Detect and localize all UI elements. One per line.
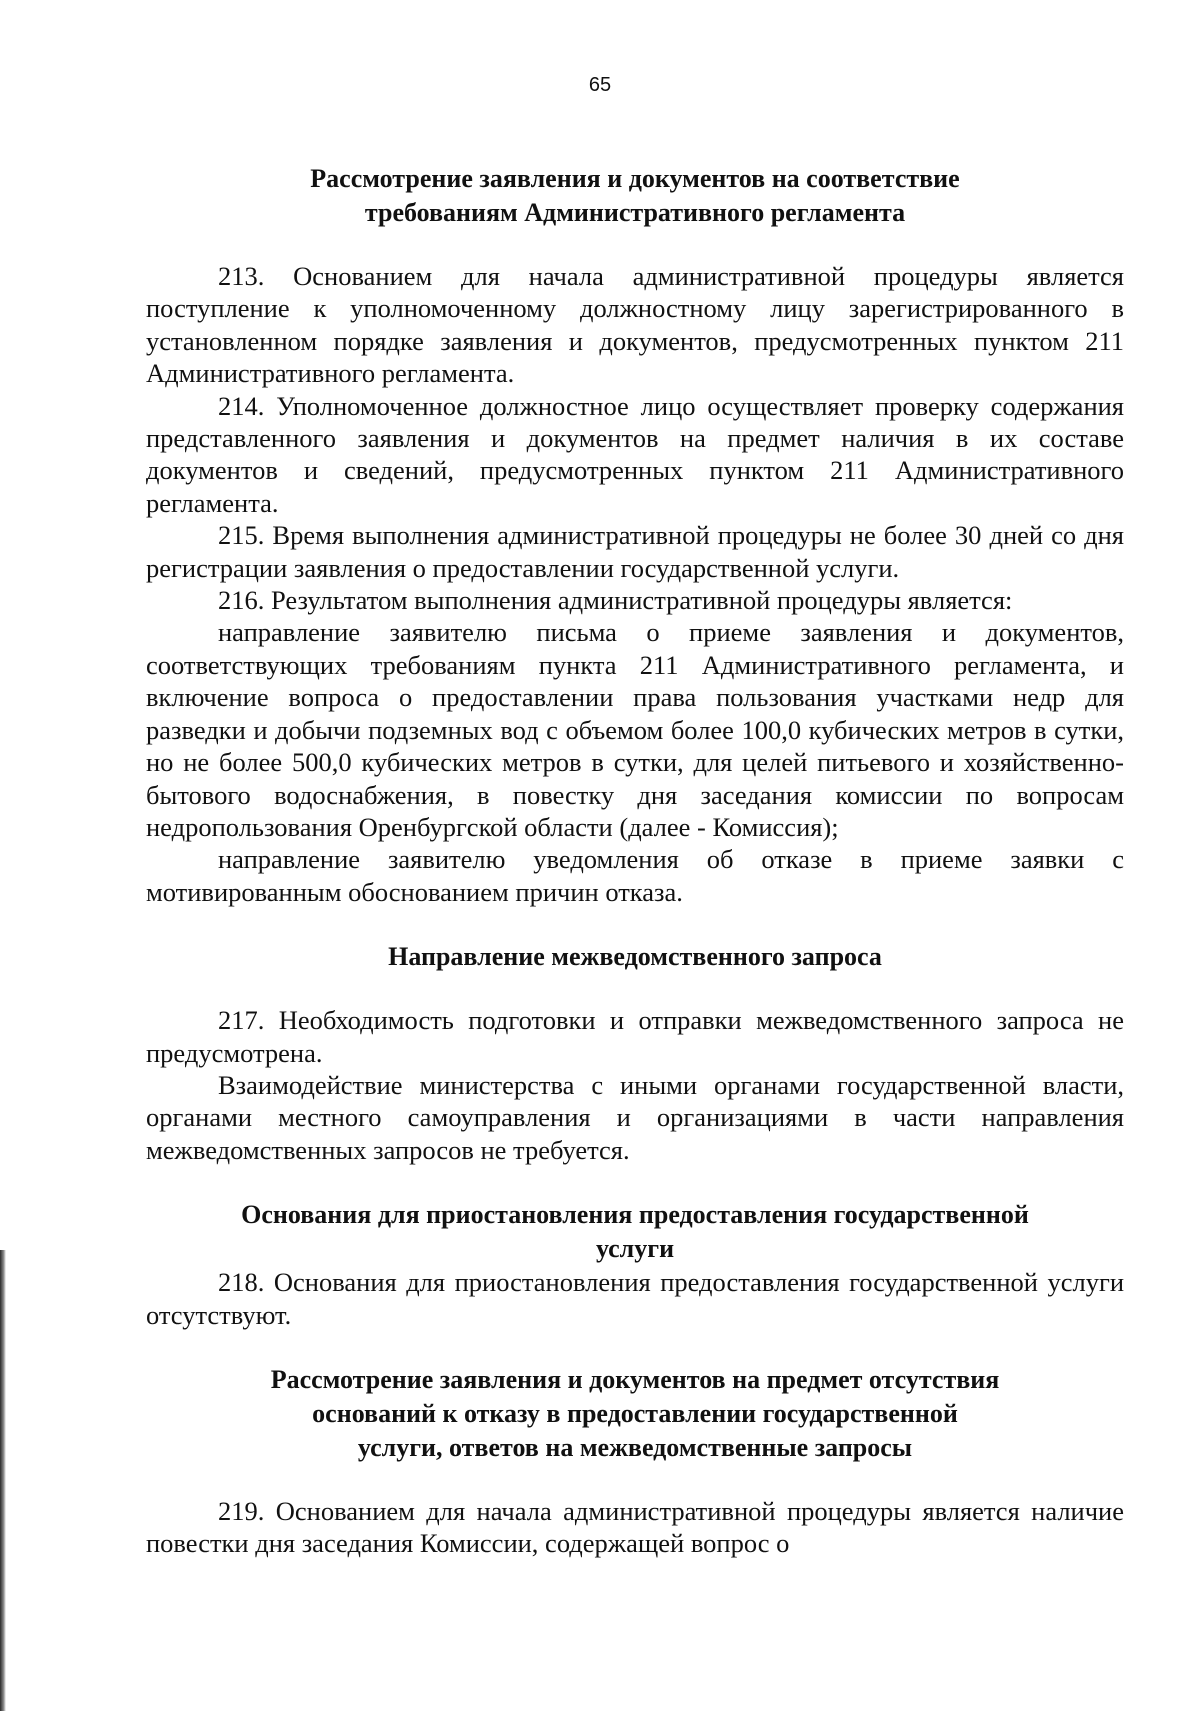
heading-line: Направление межведомственного запроса bbox=[388, 942, 882, 972]
scan-edge-shadow bbox=[0, 1250, 6, 1711]
heading-line: Основания для приостановления предоставления государственной bbox=[241, 1200, 1029, 1230]
section-heading-2 bbox=[146, 940, 1124, 974]
heading-line: требованиям Административного регламента bbox=[364, 198, 906, 227]
heading-line: услуги bbox=[595, 1234, 675, 1264]
paragraph-214: 214. Уполномоченное должностное лицо осуществляет проверку содержания представленного заявления и документов на предмет наличия в их составе документов и сведений, предусмотренных пунктом 211 Административного регламента. bbox=[146, 390, 1124, 518]
paragraph-216: 216. Результатом выполнения административной процедуры является: bbox=[218, 585, 1013, 616]
paragraph-215: 215. Время выполнения административной процедуры не более 30 дней со дня регистрации заявления о предоставлении государственной услуги. bbox=[146, 520, 1124, 583]
paragraph-217-cont: Взаимодействие министерства с иными органами государственной власти, органами местного самоуправления и организациями в части направления межведомственных запросов не требуется. bbox=[146, 1069, 1124, 1165]
paragraph-218: 218. Основания для приостановления предоставления государственной услуги отсутствуют. bbox=[146, 1267, 1124, 1330]
page-number: 65 bbox=[588, 74, 612, 96]
paragraph-216-item-1: направление заявителю письма о приеме заявления и документов, соответствующих требованиям пункта 211 Административного регламента, и включение вопроса о предоставлении права пользования участками недр для разведки и добычи подземных вод с объемом более 100,0 кубических метров в сутки, но не более 500,0 кубических метров в сутки, для целей питьевого и хозяйственно-бытового водоснабжения, в повестку дня заседания комиссии по вопросам недропользования Оренбургской области (далее - Комиссия); bbox=[146, 617, 1124, 842]
section-heading-3 bbox=[146, 1198, 1124, 1266]
section-heading-1 bbox=[146, 162, 1124, 230]
paragraph-217: 217. Необходимость подготовки и отправки межведомственного запроса не предусмотрена. bbox=[146, 1005, 1124, 1068]
heading-line: услуги, ответов на межведомственные запросы bbox=[357, 1432, 913, 1462]
paragraph-219: 219. Основанием для начала административной процедуры является наличие повестки дня заседания Комиссии, содержащей вопрос о bbox=[146, 1495, 1124, 1559]
heading-line: Рассмотрение заявления и документов на соответствие bbox=[310, 164, 960, 193]
section-heading-4 bbox=[146, 1363, 1124, 1465]
heading-line: Рассмотрение заявления и документов на предмет отсутствия bbox=[270, 1364, 1000, 1394]
paragraph-213: 213. Основанием для начала административной процедуры является поступление к уполномоченному должностному лицу зарегистрированного в установленном порядке заявления и документов, предусмотренных пунктом 211 Административного регламента. bbox=[146, 261, 1124, 389]
heading-line: оснований к отказу в предоставлении государственной bbox=[312, 1398, 958, 1428]
paragraph-216-item-2: направление заявителю уведомления об отказе в приеме заявки с мотивированным обоснованием причин отказа. bbox=[146, 844, 1124, 907]
document-body bbox=[146, 162, 1124, 1560]
